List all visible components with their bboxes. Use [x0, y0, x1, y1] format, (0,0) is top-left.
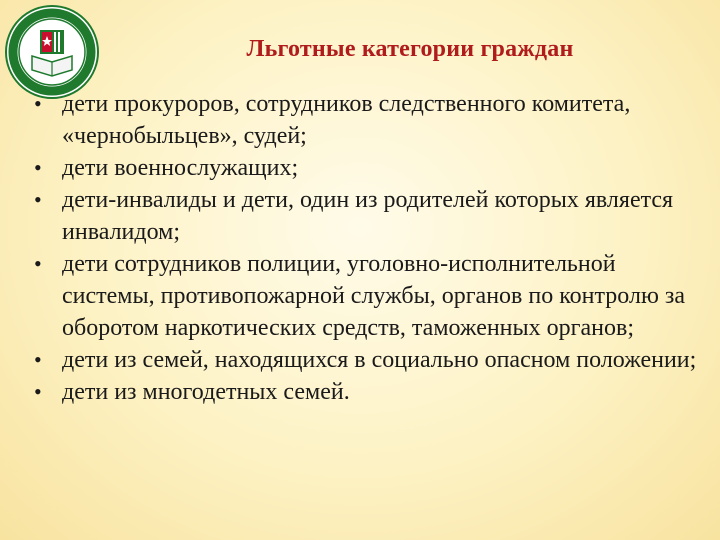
bullet-marker: •: [34, 379, 42, 404]
bullet-marker: •: [34, 187, 42, 212]
list-item-text: дети из семей, находящихся в социально опасном положении;: [62, 347, 697, 373]
slide-title: Льготные категории граждан: [246, 36, 574, 62]
list-item-text: дети прокуроров, сотрудников следственного комитета, «чернобыльцев», судей;: [62, 91, 631, 149]
list-item: [34, 248, 704, 344]
emblem-icon: [4, 4, 100, 100]
bullet-marker: •: [34, 347, 42, 372]
bullet-marker: •: [34, 91, 42, 116]
list-item: [34, 184, 704, 248]
list-item-text: дети сотрудников полиции, уголовно-исполнительной системы, противопожарной службы, органов по контролю за оборотом наркотических средств, таможенных органов;: [62, 251, 686, 341]
emblem-logo: [4, 4, 100, 100]
list-item-text: дети из многодетных семей.: [62, 379, 350, 405]
list-item-text: дети военнослужащих;: [62, 155, 299, 181]
list-item-text: дети-инвалиды и дети, один из родителей которых является инвалидом;: [62, 187, 674, 245]
bullet-marker: •: [34, 155, 42, 180]
bullet-marker: •: [34, 251, 42, 276]
list-item: [34, 344, 704, 376]
bullet-list: [34, 88, 704, 408]
list-item: [34, 152, 704, 184]
list-item: [34, 376, 704, 408]
list-item: [34, 88, 704, 152]
